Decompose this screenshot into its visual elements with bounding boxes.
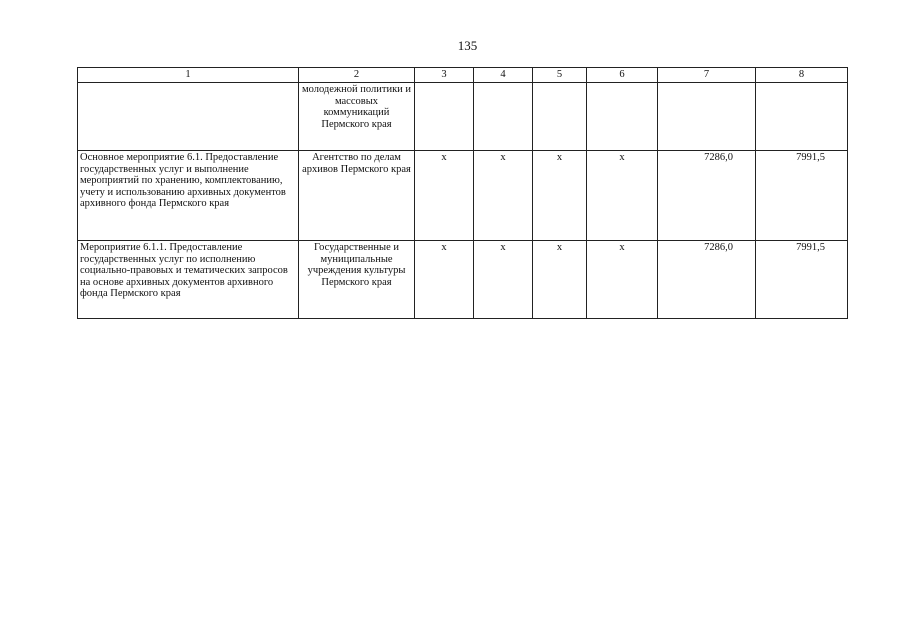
col4-cell: x (474, 151, 533, 241)
col5-cell: x (533, 151, 587, 241)
col3-cell: x (415, 241, 474, 319)
column-header-8: 8 (756, 68, 848, 83)
col4-cell (474, 83, 533, 151)
column-header-4: 4 (474, 68, 533, 83)
executor-cell: молодежной политики и массовых коммуникаций Пермского края (299, 83, 415, 151)
executor-cell: Государственные и муниципальные учреждения культуры Пермского края (299, 241, 415, 319)
col8-value-cell: 7991,5 (756, 151, 848, 241)
col3-cell: x (415, 151, 474, 241)
col4-cell: x (474, 241, 533, 319)
column-header-7: 7 (658, 68, 756, 83)
col5-cell (533, 83, 587, 151)
col8-value-cell: 7991,5 (756, 241, 848, 319)
col7-value-cell: 7286,0 (658, 151, 756, 241)
column-header-6: 6 (587, 68, 658, 83)
table-row (78, 151, 848, 241)
table-row (78, 241, 848, 319)
column-header-2: 2 (299, 68, 415, 83)
col7-value-cell: 7286,0 (658, 241, 756, 319)
executor-cell: Агентство по делам архивов Пермского края (299, 151, 415, 241)
col6-cell: x (587, 241, 658, 319)
program-table (77, 67, 848, 319)
col8-value-cell (756, 83, 848, 151)
col6-cell (587, 83, 658, 151)
header-row (78, 68, 848, 83)
col5-cell: x (533, 241, 587, 319)
page-number: 135 (457, 38, 478, 53)
activity-name-cell: Мероприятие 6.1.1. Предоставление государственных услуг по исполнению социально-правовых и тематических запросов на основе архивных документов архивного фонда Пермского края (78, 241, 299, 319)
column-header-5: 5 (533, 68, 587, 83)
activity-name-cell: Основное мероприятие 6.1. Предоставление государственных услуг и выполнение мероприятий по хранению, комплектованию, учету и использованию архивных документов архивного фонда Пермского края (78, 151, 299, 241)
col3-cell (415, 83, 474, 151)
col7-value-cell (658, 83, 756, 151)
activity-name-cell (78, 83, 299, 151)
column-header-3: 3 (415, 68, 474, 83)
col6-cell: x (587, 151, 658, 241)
column-header-1: 1 (78, 68, 299, 83)
table-row (78, 83, 848, 151)
